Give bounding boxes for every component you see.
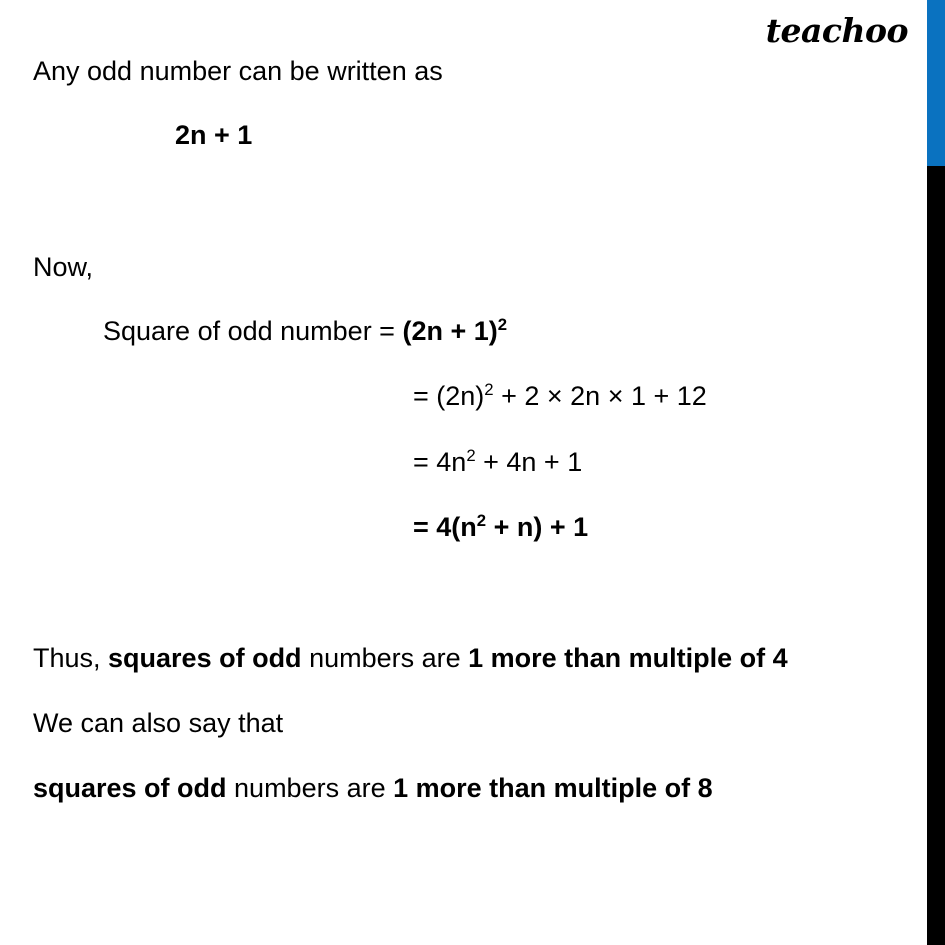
step2-exponent: 2 [466, 446, 476, 465]
step2-part-a: = 4n [413, 447, 467, 477]
expansion-step-2 [413, 447, 582, 478]
conclusion-emphasis-squares-of-odd: squares of odd [33, 773, 227, 803]
conclusion-line-multiple-of-8 [33, 773, 713, 804]
teachoo-logo: teachoo [765, 11, 908, 50]
conclusion-middle: numbers are [226, 773, 394, 803]
expansion-step-1 [413, 381, 707, 412]
square-value-exponent: 2 [497, 315, 508, 334]
expansion-step-3 [413, 512, 588, 543]
intro-text: Any odd number can be written as [33, 56, 443, 86]
step1-part-a: = (2n) [413, 381, 485, 411]
thus-emphasis-multiple-of-4: 1 more than multiple of 4 [468, 643, 788, 673]
step1-exponent: 2 [484, 380, 494, 399]
thus-prefix: Thus, [33, 643, 109, 673]
square-label: Square of odd number = [103, 316, 403, 346]
thus-emphasis-squares-of-odd: squares of odd [108, 643, 302, 673]
square-value-base: (2n + 1) [402, 316, 498, 346]
also-say-text: We can also say that [33, 708, 284, 738]
step2-part-b: + 4n + 1 [475, 447, 583, 477]
step3-exponent: 2 [476, 511, 487, 530]
conclusion-emphasis-multiple-of-8: 1 more than multiple of 8 [393, 773, 713, 803]
now-label: Now, [33, 252, 94, 282]
step1-part-b: + 2 × 2n × 1 + 12 [493, 381, 707, 411]
black-accent-bar [927, 166, 945, 945]
square-value [402, 316, 507, 346]
general-odd-expression: 2n + 1 [175, 120, 253, 150]
conclusion-line-multiple-of-4 [33, 643, 788, 674]
step3-part-b: + n) + 1 [486, 512, 589, 542]
step3-part-a: = 4(n [413, 512, 477, 542]
square-of-odd-number-line [103, 316, 507, 347]
thus-middle: numbers are [301, 643, 469, 673]
blue-accent-bar [927, 0, 945, 166]
